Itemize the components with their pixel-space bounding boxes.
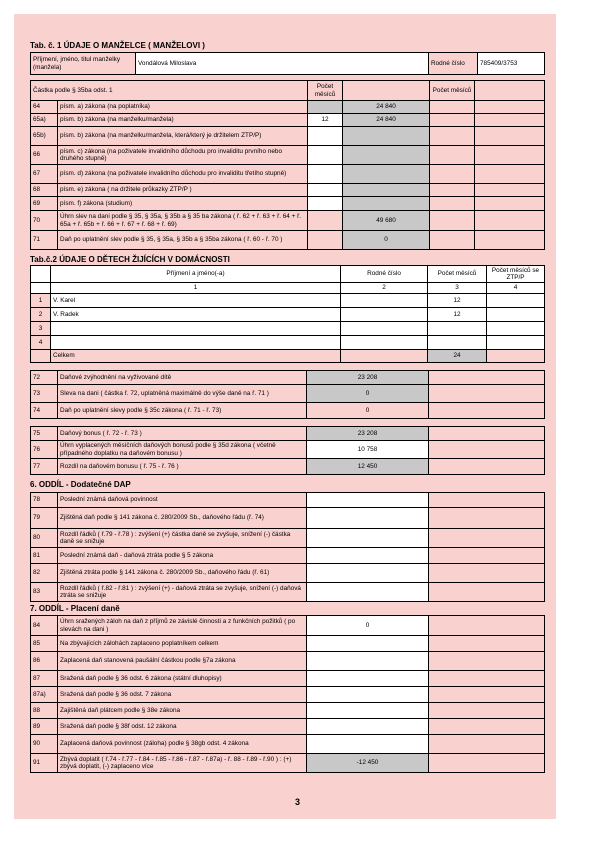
child-index: 1: [31, 294, 51, 308]
row-text: Rozdíl řádků ( ř.82 - ř.81 ) : zvýšení (+) - daňová ztráta se zvyšuje, snížení (-) daňová ztráta se snižuje: [58, 583, 307, 602]
row-code: 84: [31, 616, 58, 636]
months-cell[interactable]: 12: [308, 114, 343, 127]
months-cell-2[interactable]: [430, 114, 475, 127]
amount-cell: 49 680: [343, 211, 430, 231]
child-ztp[interactable]: [487, 294, 545, 308]
months-cell[interactable]: [308, 184, 343, 197]
amount-cell: [343, 146, 430, 165]
value-cell-2[interactable]: [429, 583, 545, 602]
child-months[interactable]: [428, 336, 487, 350]
row-code: 66: [31, 146, 58, 165]
col-rc-header: Rodné číslo: [341, 266, 428, 283]
row-code: 87: [31, 671, 58, 687]
value-cell-2[interactable]: [429, 371, 545, 385]
bonus-table-b: [30, 426, 545, 475]
total-months: 24: [428, 350, 487, 363]
row-code: 67: [31, 165, 58, 184]
sec6-title: 6. ODDÍL - Dodatečné DAP: [30, 480, 131, 489]
amount-cell-2[interactable]: [475, 184, 545, 197]
value-cell: 23 208: [307, 427, 429, 441]
tab2-title: Tab.č.2 ÚDAJE O DĚTECH ŽIJÍCÍCH V DOMÁCNOSTI: [30, 255, 230, 264]
row-code: 65a): [31, 114, 58, 127]
value-cell-2[interactable]: [429, 671, 545, 687]
value-cell-2[interactable]: [429, 385, 545, 403]
amount-cell-2[interactable]: [475, 165, 545, 184]
value-cell-2[interactable]: [429, 508, 545, 529]
value-cell-2[interactable]: [429, 441, 545, 459]
value-cell-2[interactable]: [429, 703, 545, 719]
row-code: 87a): [31, 687, 58, 703]
value-cell-2[interactable]: [429, 687, 545, 703]
value-cell: 12 450: [307, 459, 429, 475]
months-cell[interactable]: [308, 165, 343, 184]
months-cell-2[interactable]: [430, 127, 475, 146]
row-text: Na zbývajících zálohách zaplaceno poplatníkem celkem: [58, 636, 307, 652]
child-index: 4: [31, 336, 51, 350]
amount-cell-2[interactable]: [475, 114, 545, 127]
row-text: Sražená daň podle § 38f odst. 12 zákona: [58, 719, 307, 735]
value-cell-2[interactable]: [429, 493, 545, 508]
value-cell[interactable]: 0: [307, 616, 429, 636]
row-text: Úhrn sražených záloh na daň z příjmů ze závislé činnosti a z funkčních požitků ( po slevách na dani ): [58, 616, 307, 636]
value-cell: 0: [307, 403, 429, 419]
value-cell[interactable]: [307, 687, 429, 703]
sec7-table: [30, 615, 545, 773]
page-number: 3: [294, 797, 300, 807]
value-cell: 0: [307, 385, 429, 403]
months-cell: [308, 211, 343, 231]
spouse-name-field[interactable]: Vondálová Miloslava: [136, 53, 429, 75]
months-cell-2[interactable]: [430, 197, 475, 211]
amount-cell: 24 840: [343, 101, 430, 114]
spouse-rc-field[interactable]: 785409/3753: [478, 53, 545, 75]
value-cell[interactable]: 10 758: [307, 441, 429, 459]
row-code: 86: [31, 652, 58, 671]
col-num: 1: [51, 283, 341, 294]
amount-cell: [343, 127, 430, 146]
value-cell-2[interactable]: [429, 636, 545, 652]
row-text: Zjištěná ztráta podle § 141 zákona č. 280/2009 Sb., daňového řádu (ř. 61): [58, 564, 307, 583]
value-cell-2[interactable]: [429, 548, 545, 564]
row-text: Sleva na dani ( částka ř. 72, uplatněná maximálně do výše daně na ř. 71 ): [58, 385, 307, 403]
value-cell: 23 208: [307, 371, 429, 385]
bonus-table-a: [30, 370, 545, 419]
child-rc[interactable]: [341, 322, 428, 336]
amount-cell-2[interactable]: [475, 231, 545, 250]
row-text: Zaplacená daň stanovená paušální částkou podle §7a zákona: [58, 652, 307, 671]
row-text: Daň po uplatnění slev podle § 35, § 35a, § 35b a § 35ba zákona ( ř. 60 - ř. 70 ): [58, 231, 308, 250]
row-code: 72: [31, 371, 58, 385]
total-rc: [341, 350, 428, 363]
amount-cell: [343, 165, 430, 184]
child-index: 2: [31, 308, 51, 322]
value-cell[interactable]: [307, 636, 429, 652]
row-code: 80: [31, 529, 58, 548]
col-num: 4: [487, 283, 545, 294]
row-text: Daňový bonus ( ř. 72 - ř. 73 ): [58, 427, 307, 441]
row-text: Sražená daň podle § 36 odst. 7 zákona: [58, 687, 307, 703]
row-code: 85: [31, 636, 58, 652]
months-cell-2: [430, 211, 475, 231]
months-cell[interactable]: [308, 146, 343, 165]
value-cell[interactable]: [307, 719, 429, 735]
amount-cell-2[interactable]: [475, 197, 545, 211]
total-index: [31, 350, 51, 363]
months-cell-2[interactable]: [430, 165, 475, 184]
child-ztp[interactable]: [487, 322, 545, 336]
child-rc[interactable]: [341, 308, 428, 322]
child-months[interactable]: 12: [428, 308, 487, 322]
row-code: 68: [31, 184, 58, 197]
child-months[interactable]: [428, 322, 487, 336]
amount-cell: 0: [343, 231, 430, 250]
child-index: 3: [31, 322, 51, 336]
value-cell-2[interactable]: [429, 459, 545, 475]
row-code: 73: [31, 385, 58, 403]
row-text: písm. c) zákona (na poživatele invalidního důchodu pro invaliditu prvního nebo druhého stupně): [58, 146, 308, 165]
row-code: 69: [31, 197, 58, 211]
row-text: písm. b) zákona (na manželku/manžela, která/který je držitelem ZTP/P): [58, 127, 308, 146]
months-cell: [308, 101, 343, 114]
row-text: Poslední známá daňová povinnost: [58, 493, 307, 508]
blank-num: [31, 283, 51, 294]
tab1-blank-header-2: [475, 81, 545, 101]
col-months-header: Počet měsíců: [428, 266, 487, 283]
child-rc[interactable]: [341, 294, 428, 308]
tab1-months-header-1: Počet měsíců: [308, 81, 343, 101]
row-code: 82: [31, 564, 58, 583]
value-cell-2[interactable]: [429, 616, 545, 636]
months-cell[interactable]: [308, 197, 343, 211]
row-code: 83: [31, 583, 58, 602]
value-cell-2[interactable]: [429, 564, 545, 583]
value-cell-2[interactable]: [429, 403, 545, 419]
value-cell-2[interactable]: [429, 529, 545, 548]
row-code: 90: [31, 735, 58, 754]
total-ztp: [487, 350, 545, 363]
sec6-table: [30, 492, 545, 602]
months-cell-2[interactable]: [430, 146, 475, 165]
row-code: 89: [31, 719, 58, 735]
months-cell[interactable]: [308, 127, 343, 146]
col-num: 3: [428, 283, 487, 294]
child-months[interactable]: 12: [428, 294, 487, 308]
value-cell[interactable]: [307, 508, 429, 529]
months-cell-2[interactable]: [430, 101, 475, 114]
row-code: 78: [31, 493, 58, 508]
tab1-blank-header: [343, 81, 430, 101]
value-cell[interactable]: [307, 671, 429, 687]
row-code: 91: [31, 754, 58, 773]
value-cell[interactable]: [307, 564, 429, 583]
child-rc[interactable]: [341, 336, 428, 350]
row-code: 77: [31, 459, 58, 475]
value-cell-2[interactable]: [429, 652, 545, 671]
months-cell: [308, 231, 343, 250]
value-cell-2[interactable]: [429, 735, 545, 754]
tab1-amounts-table: [30, 80, 545, 250]
children-table: [30, 265, 545, 363]
months-cell-2[interactable]: [430, 184, 475, 197]
row-text: Úhrn vyplacených měsíčních daňových bonusů podle § 35d zákona ( včetně případného doplatku na daňovém bonusu ): [58, 441, 307, 459]
amount-cell-2[interactable]: [475, 146, 545, 165]
row-code: 74: [31, 403, 58, 419]
value-cell[interactable]: [307, 652, 429, 671]
row-text: Zbývá doplatit ( ř.74 - ř.77 - ř.84 - ř.85 - ř.86 - ř.87 - ř.87a) - ř. 88 - ř.89 - ř.90 ) : (+) zbývá doplatit, (-) zaplaceno více: [58, 754, 307, 773]
amount-cell-2[interactable]: [475, 127, 545, 146]
amount-cell: [343, 197, 430, 211]
blank-header: [31, 266, 51, 283]
tab1-header-table: [30, 52, 545, 75]
row-text: písm. e) zákona ( na držitele průkazky ZTP/P ): [58, 184, 308, 197]
value-cell[interactable]: [307, 703, 429, 719]
row-text: Poslední známá daň - daňová ztráta podle § 5 zákona: [58, 548, 307, 564]
value-cell[interactable]: [307, 583, 429, 602]
spouse-rc-label: Rodné číslo: [429, 53, 478, 75]
child-name[interactable]: [51, 336, 341, 350]
spouse-name-label: Příjmení, jméno, titul manželky (manžela): [31, 53, 136, 75]
row-code: 71: [31, 231, 58, 250]
sec7-title: 7. ODDÍL - Placení daně: [30, 604, 120, 613]
child-ztp[interactable]: [487, 336, 545, 350]
value-cell-2[interactable]: [429, 719, 545, 735]
amount-cell: 24 840: [343, 114, 430, 127]
value-cell-2[interactable]: [429, 754, 545, 773]
row-code: 79: [31, 508, 58, 529]
tab1-amount-header: Částka podle § 35ba odst. 1: [31, 81, 308, 101]
row-text: Rozdíl řádků ( ř.79 - ř.78 ) : zvýšení (+) částka daně se zvyšuje, snížení (-) částka daně se snižuje: [58, 529, 307, 548]
row-text: písm. f) zákona (studium): [58, 197, 308, 211]
row-code: 88: [31, 703, 58, 719]
child-name[interactable]: V. Karel: [51, 294, 341, 308]
tab1-months-header-2: Počet měsíců: [430, 81, 475, 101]
row-text: Zjištěná daň podle § 141 zákona č. 280/2009 Sb., daňového řádu (ř. 74): [58, 508, 307, 529]
value-cell[interactable]: [307, 548, 429, 564]
col-ztp-header: Počet měsíců se ZTP/P: [487, 266, 545, 283]
value-cell[interactable]: [307, 493, 429, 508]
col-num: 2: [341, 283, 428, 294]
amount-cell-2[interactable]: [475, 211, 545, 231]
row-text: Zaplacená daňová povinnost (záloha) podle § 38gb odst. 4 zákona: [58, 735, 307, 754]
row-text: písm. d) zákona (na poživatele invalidního důchodu pro invaliditu třetího stupně): [58, 165, 308, 184]
child-ztp[interactable]: [487, 308, 545, 322]
row-text: Úhrn slev na dani podle § 35, § 35a, § 35b a § 35 ba zákona ( ř. 62 + ř. 63 + ř. 64 + ř. 65a + ř. 65b + ř. 66 + ř. 67 + ř. 68 + ř. 69): [58, 211, 308, 231]
months-cell-2: [430, 231, 475, 250]
child-name[interactable]: [51, 322, 341, 336]
row-code: 75: [31, 427, 58, 441]
value-cell[interactable]: [307, 529, 429, 548]
row-text: písm. b) zákona (na manželku/manžela): [58, 114, 308, 127]
row-code: 70: [31, 211, 58, 231]
value-cell-2[interactable]: [429, 427, 545, 441]
amount-cell-2[interactable]: [475, 101, 545, 114]
row-text: Daňové zvýhodnění na vyživované dítě: [58, 371, 307, 385]
row-code: 81: [31, 548, 58, 564]
value-cell: -12 450: [307, 754, 429, 773]
total-label: Celkem: [51, 350, 341, 363]
amount-cell: [343, 184, 430, 197]
row-text: Daň po uplatnění slevy podle § 35c zákona ( ř. 71 - ř. 73): [58, 403, 307, 419]
value-cell[interactable]: [307, 735, 429, 754]
row-code: 76: [31, 441, 58, 459]
col-name-header: Příjmení a jméno(-a): [51, 266, 341, 283]
row-text: Sražená daň podle § 36 odst. 6 zákona (státní dluhopisy): [58, 671, 307, 687]
row-text: písm. a) zákona (na poplatníka): [58, 101, 308, 114]
row-code: 65b): [31, 127, 58, 146]
row-text: Zajištěná daň plátcem podle § 38e zákona: [58, 703, 307, 719]
row-text: Rozdíl na daňovém bonusu ( ř. 75 - ř. 76 ): [58, 459, 307, 475]
child-name[interactable]: V. Radek: [51, 308, 341, 322]
tab1-title: Tab. č. 1 ÚDAJE O MANŽELCE ( MANŽELOVI ): [30, 41, 205, 50]
row-code: 64: [31, 101, 58, 114]
